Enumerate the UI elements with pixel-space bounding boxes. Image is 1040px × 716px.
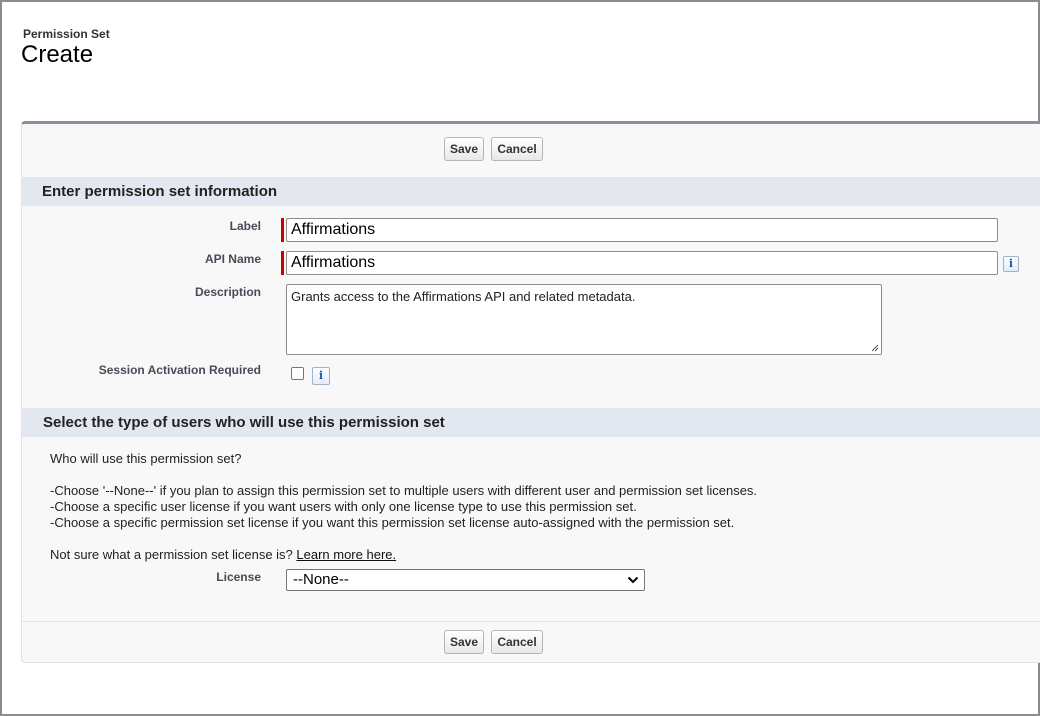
license-help-text	[50, 547, 396, 562]
required-indicator	[281, 251, 284, 275]
user-type-question: Who will use this permission set?	[50, 451, 242, 466]
license-selected-value: --None--	[293, 571, 349, 588]
description-field-label: Description	[194, 285, 261, 299]
page-title: Create	[21, 41, 94, 68]
save-button-top[interactable]: Save	[444, 137, 484, 161]
bottom-button-divider	[22, 621, 1040, 622]
page-object-type: Permission Set	[23, 27, 110, 41]
license-field-label: License	[216, 570, 261, 584]
help-line-none: -Choose '--None--' if you plan to assign this permission set to multiple users with different user and permission set licenses.	[50, 483, 758, 498]
label-field-label: Label	[229, 219, 261, 233]
description-textarea[interactable]	[286, 284, 882, 355]
cancel-button-top[interactable]: Cancel	[491, 137, 543, 161]
info-icon[interactable]: i	[312, 367, 330, 385]
session-activation-field-label: Session Activation Required	[98, 363, 261, 377]
section-header-info: Enter permission set information	[22, 177, 1040, 206]
label-input[interactable]: Affirmations	[286, 218, 998, 242]
section-header-user-type: Select the type of users who will use this permission set	[22, 408, 1040, 437]
session-activation-checkbox[interactable]	[291, 367, 304, 380]
api-name-field-label: API Name	[204, 252, 261, 266]
license-select[interactable]	[286, 569, 645, 591]
resize-grip-icon[interactable]	[871, 344, 879, 352]
window-frame-top	[0, 0, 1040, 2]
api-name-input[interactable]: Affirmations	[286, 251, 998, 275]
cancel-button-bottom[interactable]: Cancel	[491, 630, 543, 654]
not-sure-text: Not sure what a permission set license is?	[50, 547, 297, 562]
required-indicator	[281, 218, 284, 242]
info-icon[interactable]: i	[1003, 256, 1019, 272]
save-button-bottom[interactable]: Save	[444, 630, 484, 654]
description-text: Grants access to the Affirmations API and related metadata.	[291, 289, 636, 304]
window-frame-left	[0, 0, 2, 716]
learn-more-link[interactable]: Learn more here.	[296, 547, 397, 562]
help-line-user-license: -Choose a specific user license if you want users with only one license type to use this permission set.	[50, 499, 637, 514]
chevron-down-icon	[627, 575, 639, 585]
help-line-permission-set-license: -Choose a specific permission set license if you want this permission set license auto-assigned with the permission set.	[50, 515, 735, 530]
